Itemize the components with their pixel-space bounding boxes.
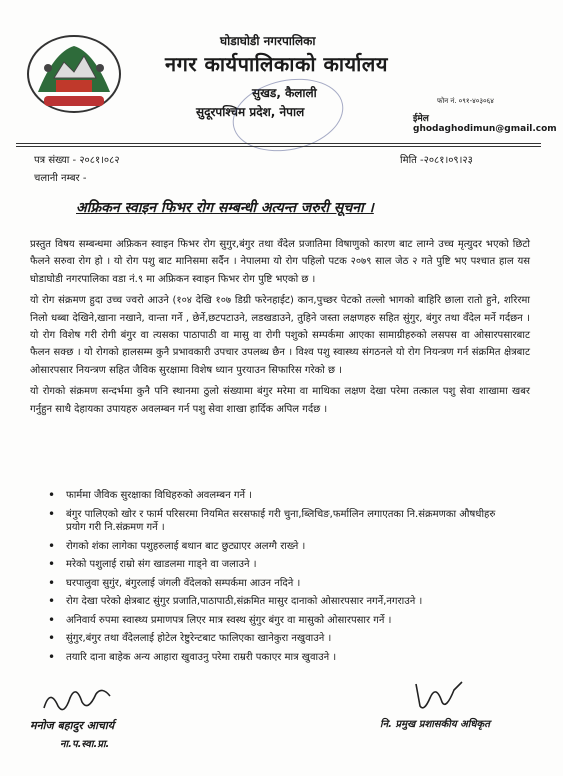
list-item: • मरेको पशुलाई राम्रो संग खाडलमा गाड्ने वा जलाउने । <box>48 558 518 572</box>
left-signatory-name: मनोज बहादुर आचार्य <box>30 719 115 732</box>
office-title: नगर कार्यपालिकाको कार्यालय <box>165 52 388 76</box>
left-signature <box>40 680 115 718</box>
list-item: • रोग देखा परेको क्षेत्रबाट सुंगुर प्रजाति,पाठापाठी,संक्रमित मासुर दानाको ओसारपसार नगर्ने,नगराउने । <box>48 595 518 609</box>
dispatch-number: चलानी नम्बर - <box>34 173 87 184</box>
office-location: सुखड, कैलाली <box>252 86 317 100</box>
list-item: • अनिवार्य रुपमा स्वास्थ्य प्रमाणपत्र लिएर मात्र स्वस्थ सुंगुर बंगुर वा मासुको ओसारपसार गर्ने । <box>48 614 518 628</box>
body-paragraph: यो रोग संक्रमण हुदा उच्च ज्वरो आउने (१०४ देखि १०७ डिग्री फरेनहाईट) कान,पुच्छर पेटको तल्लो भागको बाहिरि छाला रातो हुने, शरिरमा निलो धब्बा देखिने,खाना नखाने, वान्ता गर्ने , छेर्ने,छटपटाउने, लडखडाउने, तुहिने जस्ता लक्षणहरु सहित सुंगुर, बंगुर तथा वँदेल मर्ने गर्दछन । यो रोग विशेष गरी रोगी बंगुर वा त्यसका पाठापाठी वा मासु वा रोगी पशुको सम्पर्कमा आएका सामाग्रीहरुको लसपस वा ओसारपसारबाट फैलन सक्छ । यो रोगको हालसम्म कुनै प्रभावकारी उपचार उपलब्ध छैन । विश्व पशु स्वास्थ्य संगठनले यो रोग नियन्त्रण गर्न संक्रमित क्षेत्रबाट ओसारपसार नियन्त्रण सहित जैविक सुरक्षामा विशेष ध्यान पुरयाउन सिफारिस गरेको छ । <box>30 295 530 376</box>
right-signatory-title: नि. प्रमुख प्रशासकीय अधिकृत <box>380 719 490 730</box>
email-address: ईमेल ghodaghodimun@gmail.com <box>413 114 557 134</box>
body-paragraph: प्रस्तुत विषय सम्बन्धमा अफ्रिकन स्वाइन फिभर रोग सुगुर,बंगुर तथा वँदेल प्रजातिमा विषाणुको कारण बाट लाग्ने उच्च मृत्युदर भएको छिटो फैलने सरुवा रोग हो । यो रोग पशु बाट मानिसमा सर्दैन । नेपालमा यो रोग पहिलो पटक २०७९ साल जेठ २ गते पुष्टि भए पश्चात हाल यस घोडाघोडी नगरपालिका वडा नं.९ मा अफ्रिकन स्वाइन फिभर रोग पुष्टि भएको छ । <box>30 239 530 285</box>
header-divider <box>16 146 541 147</box>
right-signature <box>410 676 470 716</box>
list-item: • सुंगुर,बंगुर तथा वँदेललाई होटेल रेष्टुरेन्टबाट फालिएका खानेकुरा नखुवाउने । <box>48 632 518 646</box>
municipality-name: घोडाघोडी नगरपालिका <box>220 34 316 48</box>
left-signatory-title: ना.प.स्वा.प्रा. <box>60 739 110 750</box>
notice-subject: अफ्रिकन स्वाइन फिभर रोग सम्बन्धी अत्यन्त जरुरी सूचना । <box>76 200 374 216</box>
nepal-emblem-icon <box>24 32 124 116</box>
list-item: • घरपालुवा सुगुंर, बंगुरलाई जंगली वँदेलको सम्पर्कमा आउन नदिने । <box>48 577 518 591</box>
letter-date: मिति -२०८१।०९।२३ <box>400 155 473 166</box>
body-paragraph: यो रोगको संक्रमण सन्दर्भमा कुनै पनि स्थानमा ठुलो संख्यामा बंगुर मरेमा वा माथिका लक्षण देखा परेमा तत्काल पशु सेवा शाखामा खबर गर्नुहुन साथै देहायका उपायहरु अवलम्बन गर्न पशु सेवा शाखा हार्दिक अपिल गर्दछ । <box>30 386 530 415</box>
office-stamp <box>226 69 350 161</box>
list-item: • तयारि दाना बाहेक अन्य आहारा खुवाउनु परेमा राम्ररी पकाएर मात्र खुवाउने । <box>48 651 518 665</box>
header-divider <box>16 143 541 144</box>
measures-list <box>48 489 518 669</box>
reference-number: पत्र संख्या - २०८१।०८२ <box>34 155 120 166</box>
phone-number: फोन नं. ०९१-४०३०६४ <box>437 97 494 105</box>
list-item: • रोगको शंका लागेका पशुहरुलाई बथान बाट छुट्याएर अलग्गै राख्ने । <box>48 540 518 554</box>
list-item: • बंगुर पालिएको खोर र फार्म परिसरमा नियमित सरसफाई गरी चुना,ब्लिचिङ,फर्मालिन लगाएतका नि.संक्रमणका औषधीहरु प्रयोग गरी नि.संक्रमण गर्ने । <box>48 508 518 535</box>
notice-body <box>30 236 530 422</box>
office-province: सुदूरपश्चिम प्रदेश, नेपाल <box>196 105 305 119</box>
list-item: • फार्ममा जैविक सुरक्षाका विधिहरुको अवलम्बन गर्ने । <box>48 489 518 503</box>
